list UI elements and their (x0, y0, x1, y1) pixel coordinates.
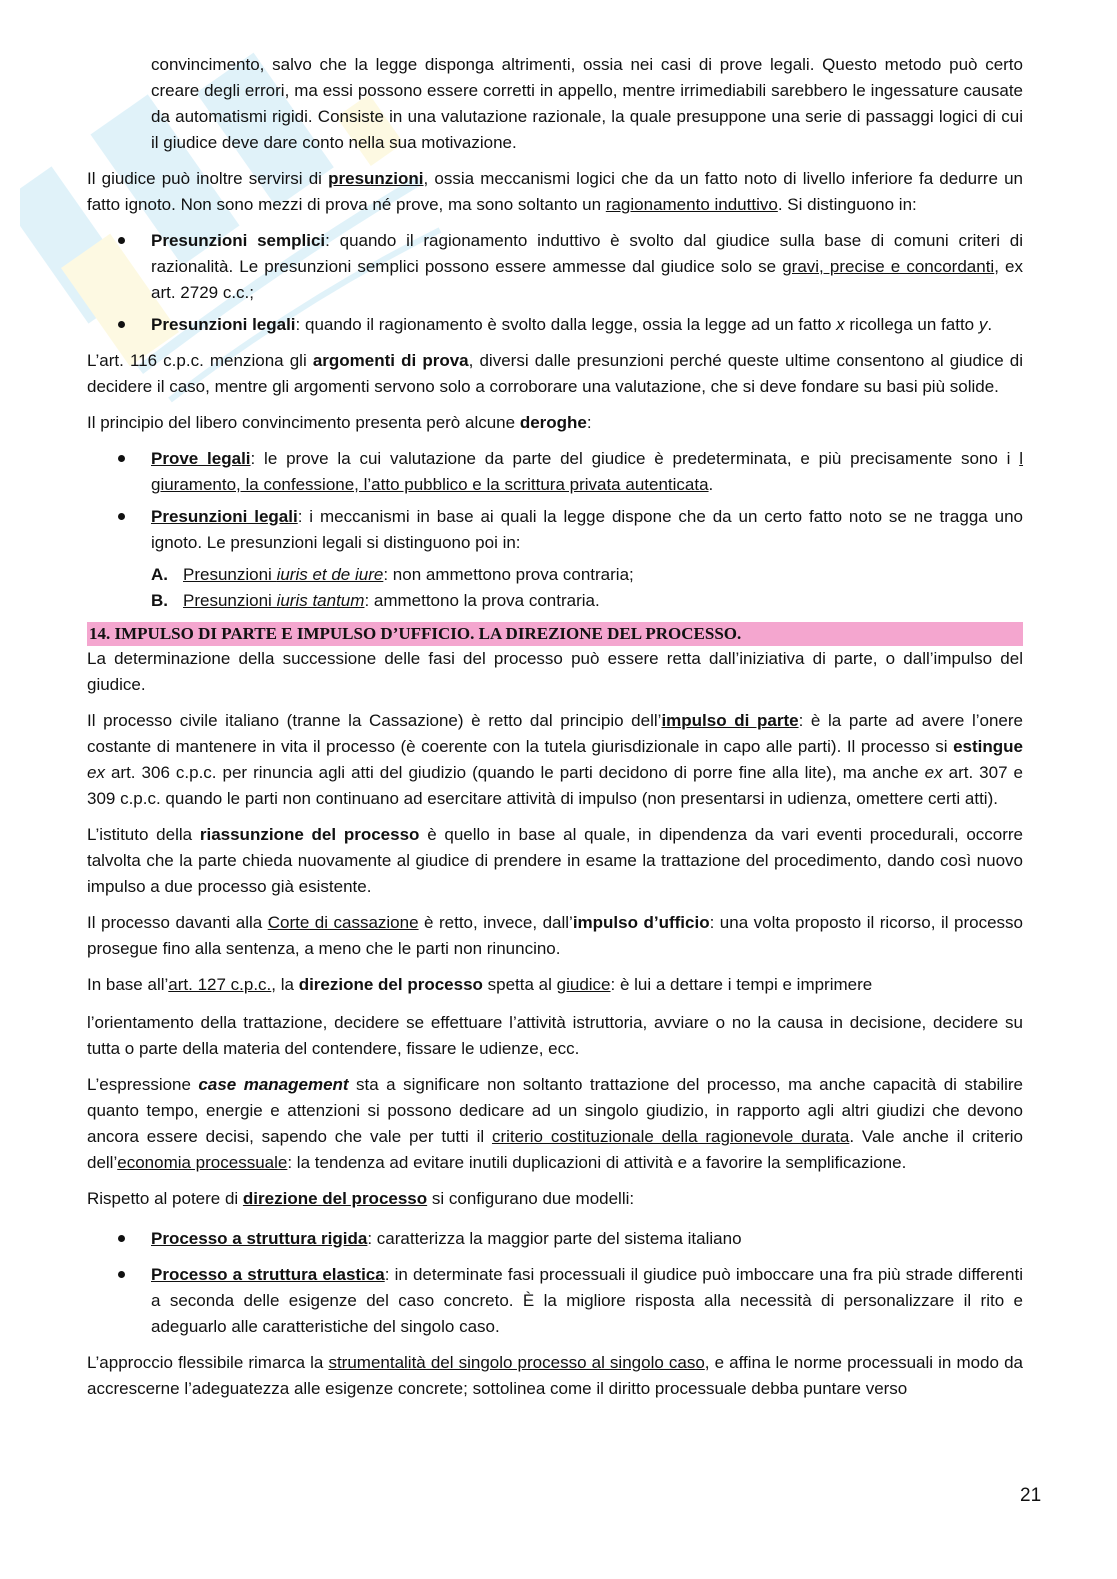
paragraph: Il giudice può inoltre servirsi di presunzioni, ossia meccanismi logici che da un fatto noto di livello inferiore fa dedurre un fatto ignoto. Non sono mezzi di prova né prove, ma sono soltanto un ragionamento induttivo. Si distinguono in: (87, 169, 1023, 214)
paragraph: Rispetto al potere di direzione del processo si configurano due modelli: (87, 1189, 635, 1208)
paragraph: Il processo davanti alla Corte di cassazione è retto, invece, dall’impulso d’ufficio: una volta proposto il ricorso, il processo prosegue fino alla sentenza, a meno che le parti non rinuncino. (87, 913, 1023, 958)
document-page (87, 52, 1023, 1412)
sublist (87, 562, 1023, 614)
paragraph: In base all’art. 127 c.p.c., la direzione del processo spetta al giudice: è lui a dettare i tempi e imprimere (87, 975, 873, 994)
list-item: Presunzioni semplici: quando il ragionamento induttivo è svolto dal giudice sulla base di comuni criteri di razionalità. Le presunzioni semplici possono essere ammesse dal giudice solo se gravi, precise e concordanti, ex art. 2729 c.c.; (87, 228, 1023, 306)
list-modelli (87, 1226, 1023, 1340)
sublist-item: A. Presunzioni iuris et de iure: non ammettono prova contraria; (151, 565, 634, 584)
list-item: Processo a struttura rigida: caratterizza la maggior parte del sistema italiano (87, 1226, 1023, 1252)
list-item: Presunzioni legali: quando il ragionamento è svolto dalla legge, ossia la legge ad un fatto x ricollega un fatto y. (87, 312, 1023, 338)
paragraph: La determinazione della successione delle fasi del processo può essere retta dall’iniziativa di parte, o dall’impulso del giudice. (87, 649, 1023, 694)
list-item: Processo a struttura elastica: in determinate fasi processuali il giudice può imboccare una fra più strade differenti a seconda delle esigenze del caso concreto. È la migliore risposta alla necessità di personalizzare il rito e adeguarlo alle caratteristiche del singolo caso. (87, 1262, 1023, 1340)
paragraph: L’approccio flessibile rimarca la strumentalità del singolo processo al singolo caso, e affina le norme processuali in modo da accrescerne l’adeguatezza alle esigenze concrete; sottolinea come il diritto processuale debba puntare verso (87, 1353, 1023, 1398)
paragraph: Il principio del libero convincimento presenta però alcune deroghe: (87, 413, 592, 432)
section-heading: 14. IMPULSO DI PARTE E IMPULSO D’UFFICIO. LA DIREZIONE DEL PROCESSO. (87, 622, 1023, 646)
paragraph: L’istituto della riassunzione del processo è quello in base al quale, in dipendenza da vari eventi procedurali, occorre talvolta che la parte chieda nuovamente al giudice di prendere in esame la trattazione del procedimento, dando così nuovo impulso a due processo già esistente. (87, 825, 1024, 896)
list-deroghe (87, 446, 1023, 556)
list-presunzioni (87, 228, 1023, 338)
paragraph: L’art. 116 c.p.c. menziona gli argomenti di prova, diversi dalle presunzioni perché queste ultime consentono al giudice di decidere il caso, mentre gli argomenti servono solo a corroborare una valutazione, che si deve fondare su basi più solide. (87, 351, 1024, 396)
page-number: 21 (1020, 1485, 1042, 1506)
list-item: Prove legali: le prove la cui valutazione da parte del giudice è predeterminata, e più precisamente sono i l giuramento, la confessione, l’atto pubblico e la scrittura privata autenticata. (87, 446, 1023, 498)
paragraph: l’orientamento della trattazione, decidere se effettuare l’attività istruttoria, avviare o no la causa in decisione, decidere su tutta o parte della materia del contendere, fissare le udienze, ecc. (87, 1013, 1023, 1058)
sublist-item: B. Presunzioni iuris tantum: ammettono la prova contraria. (151, 591, 600, 610)
paragraph: Il processo civile italiano (tranne la Cassazione) è retto dal principio dell’impulso di parte: è la parte ad avere l’onere costante di mantenere in vita il processo (è coerente con la tutela giurisdizionale in capo alle parti). Il processo si estingue ex art. 306 c.p.c. per rinuncia agli atti del giudizio (quando le parti decidono di porre fine alla lite), ma anche ex art. 307 e 309 c.p.c. quando le parti non continuano ad esercitare attività di impulso (non presentarsi in udienza, omettere certi atti). (87, 711, 1024, 808)
list-item: Presunzioni legali: i meccanismi in base ai quali la legge dispone che da un certo fatto noto se ne tragga uno ignoto. Le presunzioni legali si distinguono poi in: (87, 504, 1023, 556)
paragraph: L’espressione case management sta a significare non soltanto trattazione del processo, ma anche capacità di stabilire quanto tempo, energie e attenzioni si possono dedicare ad un singolo giudizio, in rapporto agli altri giudizi che devono ancora essere decisi, sapendo che vale per tutti il criterio costituzionale della ragionevole durata. Vale anche il criterio dell’economia processuale: la tendenza ad evitare inutili duplicazioni di attività e a favorire la semplificazione. (87, 1075, 1023, 1172)
paragraph: convincimento, salvo che la legge disponga altrimenti, ossia nei casi di prove legali. Questo metodo può certo creare degli errori, ma essi possono essere corretti in appello, mentre irrimediabili sarebbero le ingessature causate da automatismi rigidi. Consiste in una valutazione razionale, la quale presuppone una serie di passaggi logici di cui il giudice deve dare conto nella sua motivazione. (151, 55, 1023, 152)
